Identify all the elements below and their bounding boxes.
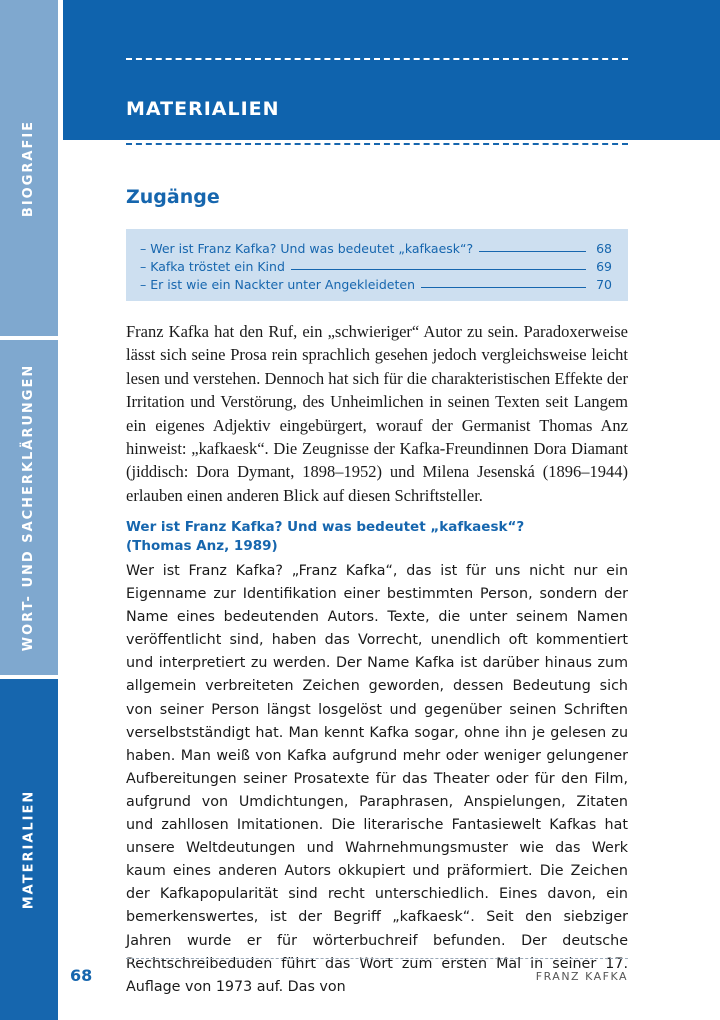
side-tab-biografie-label: BIOGRAFIE: [21, 119, 37, 217]
article-heading-source: (Thomas Anz, 1989): [126, 538, 278, 554]
page-number: 68: [70, 966, 93, 985]
toc-leader-line: [421, 287, 586, 288]
article-heading-title: Wer ist Franz Kafka? Und was bedeutet „kafkaesk“?: [126, 519, 525, 535]
side-tab-wort-label: WORT- UND SACHERKLÄRUNGEN: [21, 363, 37, 652]
toc-entry[interactable]: [140, 256, 612, 274]
side-tab-wort-und-sacherklaerungen[interactable]: [0, 340, 58, 675]
intro-paragraph: Franz Kafka hat den Ruf, ein „schwieriger“ Autor zu sein. Paradoxerweise lässt sich seine Prosa rein sprachlich gesehen jedoch vergleichsweise leicht lesen und verstehen. Dennoch hat sich für die charakteristischen Effekte der Irritation und Verstörung, des Unheimlichen in seinen Texten seit Langem ein eigenes Adjektiv eingebürgert, worauf der Germanist Thomas Anz hinweist: „kafkaesk“. Die Zeugnisse der Kafka-Freundinnen Dora Diamant (jiddisch: Dora Dymant, 1898–1952) und Milena Jesenská (1896–1944) erlauben einen anderen Blick auf diesen Schriftsteller.: [126, 322, 628, 505]
header-dash-rule: [126, 58, 628, 60]
chapter-title: MATERIALIEN: [126, 98, 280, 120]
toc-entry-page: 68: [596, 241, 612, 256]
toc-entry-label: – Kafka tröstet ein Kind: [140, 259, 285, 274]
running-title: FRANZ KAFKA: [535, 970, 628, 983]
toc-entry-page: 69: [596, 259, 612, 274]
toc-entry-label: – Wer ist Franz Kafka? Und was bedeutet „kafkaesk“?: [140, 241, 474, 256]
toc-entry[interactable]: [140, 238, 612, 256]
toc-leader-line: [291, 269, 586, 270]
side-tab-materialien[interactable]: [0, 679, 58, 1020]
side-tab-biografie[interactable]: [0, 0, 58, 336]
header-bottom-dash-rule: [126, 143, 628, 145]
toc-entry[interactable]: [140, 274, 612, 292]
side-tab-materialien-label: MATERIALIEN: [21, 789, 37, 910]
section-heading: Zugänge: [126, 186, 220, 208]
article-body: Wer ist Franz Kafka? „Franz Kafka“, das ist für uns nicht nur ein Eigenname zur Identifikation einer bestimmten Person, sondern der Name eines bedeutenden Autors. Texte, die unter seinem Namen veröffentlicht sind, haben das Vorrecht, unendlich oft kommentiert und interpretiert zu werden. Der Name Kafka ist darüber hinaus zum allgemein verbreiteten Zeichen geworden, dessen Bedeutung sich von seiner Person längst losgelöst und gegenüber seinen Schriften verselbstständigt hat. Man kennt Kafka sogar, ohne ihn je gelesen zu haben. Man weiß von Kafka aufgrund mehr oder weniger gelungener Aufbereitungen seiner Prosatexte für das Theater oder für den Film, aufgrund von Umdichtungen, Paraphrasen, Anspielungen, Zitaten und zahllosen Imitationen. Die literarische Fantasiewelt Kafkas hat unsere Weltdeutungen und Wahrnehmungsmuster wie das Werk kaum eines anderen Autors okkupiert und präformiert. Die Zeichen der Kafkapopularität sind recht unterschiedlich. Eines davon, ein bemerkenswertes, ist der Begriff „kafkaesk“. Seit den siebziger Jahren wurde er für wörterbuchreif befunden. Der deutsche Rechtschreibeduden führt das Wort zum ersten Mal in seiner 17. Auflage von 1973 auf. Das von: [126, 563, 628, 995]
article-heading: [126, 518, 628, 556]
chapter-header: [63, 0, 720, 140]
footer-dash-rule: [126, 958, 628, 959]
toc-entry-page: 70: [596, 277, 612, 292]
toc-entry-label: – Er ist wie ein Nackter unter Angekleideten: [140, 277, 415, 292]
toc-box: [126, 229, 628, 301]
toc-leader-line: [479, 251, 586, 252]
